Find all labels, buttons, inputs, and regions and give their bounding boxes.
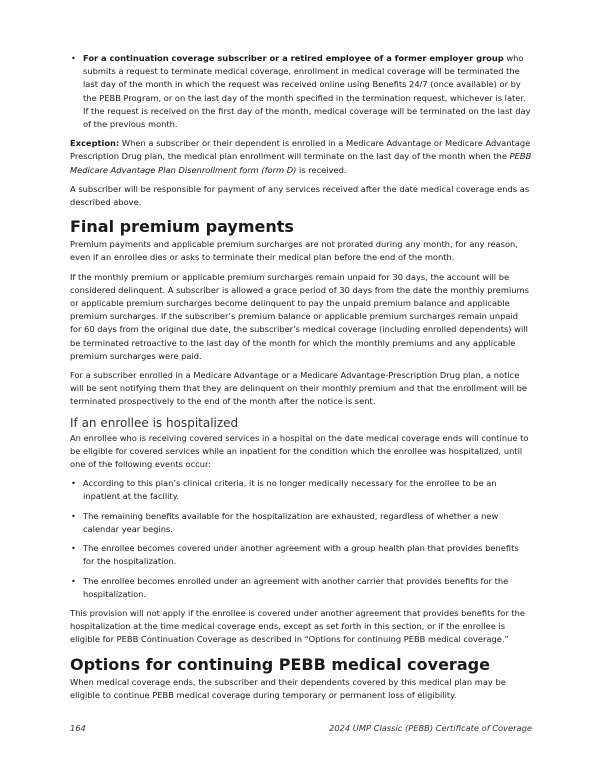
final-premium-heading: Final premium payments: [70, 217, 294, 237]
bullet-marker: •: [71, 543, 76, 554]
bullet-text: The enrollee becomes covered under another agreement with a group health plan that provides benefits for the hospitalization.: [83, 543, 519, 567]
list-item: [70, 542, 532, 568]
hospitalized-heading: If an enrollee is hospitalized: [70, 415, 239, 430]
form-d-reference: PEBB Medicare Advantage Plan Disenrollment form (form D): [70, 151, 532, 175]
exception-text: When a subscriber or their dependent is enrolled in a Medicare Advantage or Medicare Advantage Prescription Drug plan, the medical plan enrollment will terminate on the last day of the month when the: [70, 138, 531, 162]
exception-paragraph: [70, 137, 532, 177]
hospitalized-intro: An enrollee who is receiving covered services in a hospital on the date medical coverage ends will continue to be eligible for covered services while an inpatient for the condition which the enrollee was hospitalized, until one of the following events occur:: [70, 432, 529, 470]
bullet-bold-lead: For a continuation coverage subscriber or a retired employee of a former employer group: [83, 53, 504, 63]
page-number: 164: [70, 723, 86, 733]
bullet-text: who submits a request to terminate medical coverage, enrollment in medical coverage will be terminated the last day of the month in which the request was received online using Benefits 24/7 (once available) or by the PEBB Program, or on the last day of the month specified in the termination request, whichever is later. If the request is received on the first day of the month, medical coverage will be terminated on the last day of the previous month.: [83, 53, 531, 130]
bullet-marker: •: [71, 510, 76, 521]
document-title: 2024 UMP Classic (PEBB) Certificate of Coverage: [329, 723, 532, 733]
list-item: [70, 477, 532, 503]
exception-end: is received.: [296, 164, 347, 175]
list-item: [70, 52, 532, 131]
hospitalized-bullet-list: [70, 477, 532, 601]
exception-label: Exception:: [70, 138, 120, 149]
final-premium-paragraph-2: If the monthly premium or applicable premium surcharges remain unpaid for 30 days, the account will be considered delinquent. A subscriber is allowed a grace period of 30 days from the date the monthly premiums or applicable premium surcharges become delinquent to pay the unpaid premium balance and applicable premium surcharges. If the subscriber’s premium balance or applicable premium surcharges remain unpaid for 60 days from the original due date, the subscriber’s medical coverage (including enrolled dependents) will be terminated retroactive to the last day of the month for which the monthly premiums and any applicable premium surcharges were paid.: [70, 271, 529, 361]
bullet-marker: •: [71, 478, 76, 489]
final-premium-paragraph-1: Premium payments and applicable premium surcharges are not prorated during any month, for any reason, even if an enrollee dies or asks to terminate their medical plan before the end of the month.: [70, 239, 518, 263]
bullet-marker: •: [71, 575, 76, 586]
responsibility-paragraph: A subscriber will be responsible for payment of any services received after the date medical coverage ends as described above.: [70, 183, 530, 208]
list-item: [70, 510, 532, 536]
options-heading: Options for continuing PEBB medical coverage: [70, 654, 490, 674]
bullet-text: The remaining benefits available for the hospitalization are exhausted, regardless of whether a new calendar year begins.: [83, 510, 499, 534]
bullet-marker: •: [71, 53, 76, 63]
continuation-bullet-list: [70, 52, 532, 131]
page-content: [70, 52, 532, 708]
hospitalized-closing: This provision will not apply if the enrollee is covered under another agreement that provides benefits for the hospitalization at the time medical coverage ends, except as set forth in this section, or if the enrollee is eligible for PEBB Continuation Coverage as described in “Options for continuing PEBB medical coverage.”: [70, 607, 525, 645]
bullet-text: According to this plan’s clinical criteria, it is no longer medically necessary for the enrollee to be an inpatient at the facility.: [83, 478, 497, 502]
final-premium-paragraph-3: For a subscriber enrolled in a Medicare Advantage or a Medicare Advantage-Prescription Drug plan, a notice will be sent notifying them that they are delinquent on their monthly premium and that the enrollment will be terminated prospectively to the end of the month after the notice is sent.: [70, 370, 528, 407]
list-item: [70, 575, 532, 601]
options-paragraph-1: When medical coverage ends, the subscriber and their dependents covered by this medical plan may be eligible to continue PEBB medical coverage during temporary or permanent loss of eligibility.: [70, 676, 506, 700]
bullet-text: The enrollee becomes enrolled under an agreement with another carrier that provides benefits for the hospitalization.: [83, 575, 509, 599]
